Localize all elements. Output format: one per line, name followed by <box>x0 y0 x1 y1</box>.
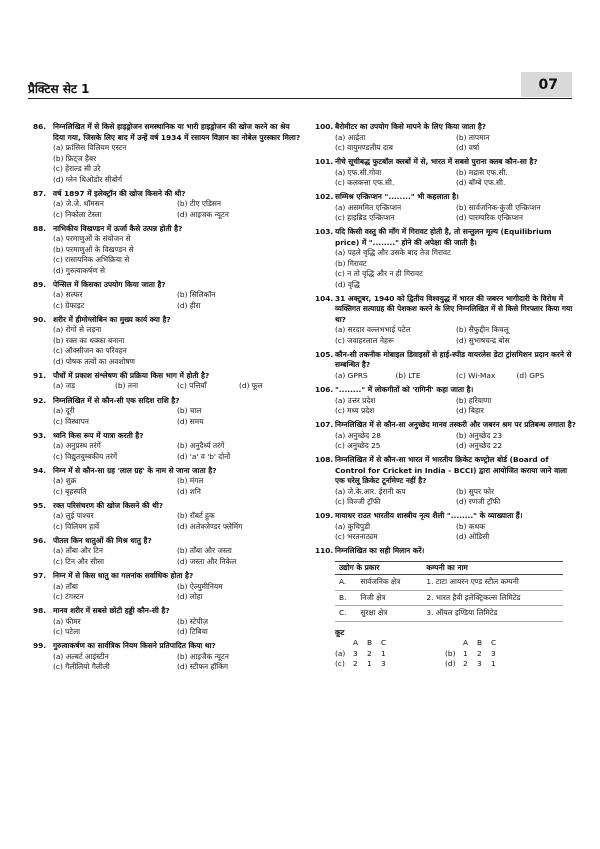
question-number: 98. <box>33 606 47 616</box>
options-list <box>315 133 577 154</box>
question-text: कौन-सी तकनीक मोबाइल डिवाइसों से हाई-स्पीड वायरलेस डेटा ट्रांसमिशन प्रदान करने से सम्बन्धित है? <box>335 349 572 370</box>
option-c: (c) टिन और सीसा <box>53 556 105 566</box>
option-d: (d) टिबिया <box>177 627 208 637</box>
question-text: गुरुत्वाकर्षण का सार्वत्रिक नियम किसने प्रतिपादित किया था? <box>53 641 216 651</box>
option-a: (a) सरदार वल्लभभाई पटेल <box>335 325 411 335</box>
match-company: 3. ऑयल इण्डिया लिमिटेड <box>422 606 563 622</box>
option-b: (b) अनुदैर्ध्य तरंगें <box>177 441 225 451</box>
question-number: 92. <box>33 395 47 405</box>
page-header <box>28 78 572 98</box>
question-92 <box>33 396 301 428</box>
option-b: (b) सिलिकॉन <box>177 290 216 300</box>
match-industry: निजी क्षेत्र <box>356 590 422 606</box>
question-text: सम्मिश्र एन्क्रिप्शन "........" भी कहलाता है। <box>335 192 459 202</box>
kut-option-label: (d) <box>445 659 456 669</box>
option-b: (b) सुपर फोर <box>456 486 495 496</box>
kut-option-value: 3 <box>353 648 358 658</box>
question-100 <box>315 122 577 154</box>
option-d: (d) बिहार <box>456 406 484 416</box>
question-text: पौधों में प्रकाश संश्लेषण की प्रक्रिया किस भाग में होती है? <box>53 370 210 380</box>
option-c: (c) विस्थापन <box>53 416 89 426</box>
kut-option-value: 3 <box>381 659 386 669</box>
option-d: (d) ओडिसी <box>456 532 490 542</box>
options-list <box>33 406 301 427</box>
option-c: (c) हाइब्रिड एन्क्रिप्शन <box>335 213 395 223</box>
option-b: (b) तापमान <box>456 132 490 142</box>
match-header-company: कम्पनी का नाम <box>422 561 563 575</box>
kut-option-value: 2 <box>477 648 482 658</box>
option-a: (a) जे.के.आर. ईरानी कप <box>335 486 406 496</box>
kut-header-row <box>445 638 555 649</box>
option-b: (b) मंगल <box>177 476 204 486</box>
question-text: यदि किसी वस्तु की माँग में गिरावट होती है, तो सन्तुलन मूल्य (Equilibrium price) में "........" होने की अपेक्षा की जाती है। <box>335 227 552 247</box>
option-d: (d) 'a' व 'b' दोनों <box>177 451 231 461</box>
option-d: (d) वर्षा <box>456 143 480 152</box>
options-list <box>33 582 301 603</box>
question-number: 94. <box>33 465 47 475</box>
option-c: (c) हेराल्ड सी उरे <box>53 164 101 173</box>
option-a: (a) GPRS <box>335 370 368 380</box>
question-number: 100. <box>315 122 334 131</box>
option-b: (b) फ्रिट्ज हैबर <box>53 153 97 163</box>
kut-head-b: B <box>367 638 373 648</box>
option-c: (c) विलियम हार्वे <box>53 521 100 531</box>
question-96 <box>33 536 301 568</box>
question-102 <box>315 192 577 224</box>
question-94 <box>33 466 301 498</box>
question-text: पीतल किन धातुओं की मिश्र धातु है? <box>53 535 152 545</box>
question-86 <box>33 122 301 185</box>
question-number: 88. <box>33 223 47 233</box>
option-d: (d) पोषक तत्वों का अवशोषण <box>53 356 136 366</box>
question-89 <box>33 280 301 312</box>
option-a: (a) लुई पाश्चर <box>53 511 94 521</box>
kut-option-label: (c) <box>335 659 345 669</box>
question-91 <box>33 371 301 392</box>
option-b: (b) ऐल्युमीनियम <box>177 581 223 591</box>
option-d: (d) पारम्परिक एन्क्रिप्शन <box>456 213 524 223</box>
question-number: 102. <box>315 192 334 202</box>
option-b: (b) रॉबर्ट हुक <box>177 511 215 521</box>
options-list <box>33 290 301 311</box>
option-a: (a) असममित एन्क्रिप्शन <box>335 202 402 212</box>
left-column <box>33 122 301 676</box>
option-c: (c) गैलीलियो गैलीली <box>53 662 110 672</box>
option-d: (d) रणजी ट्रॉफी <box>456 497 501 507</box>
option-d: (d) फूल <box>239 381 263 391</box>
option-b: (b) हरियाणा <box>456 395 492 405</box>
match-table <box>335 561 563 622</box>
option-a: (a) एफ.सी.गोवा <box>335 167 382 177</box>
option-a: (a) अनुप्रस्थ तरंगें <box>53 441 101 451</box>
option-b: (b) ताँबा और जस्ता <box>177 546 232 556</box>
practice-set-title: प्रैक्टिस सेट 1 <box>28 82 90 96</box>
options-list <box>33 617 301 638</box>
kut-option-value: 1 <box>491 659 496 669</box>
option-d: (d) सुभाषचन्द्र बोस <box>456 335 510 345</box>
question-number: 110. <box>315 546 334 556</box>
options-list <box>33 476 301 497</box>
question-text: रक्त परिसंचरण की खोज किसने की थी? <box>53 500 164 510</box>
question-number: 93. <box>33 430 47 440</box>
options-list <box>33 143 301 185</box>
options-list <box>33 234 301 276</box>
kut-option-row <box>445 649 555 660</box>
kut-option-label: (b) <box>445 648 456 658</box>
option-c: (c) ऑक्सीजन का परिवहन <box>53 346 127 356</box>
question-number: 106. <box>315 385 334 395</box>
match-row <box>335 606 563 622</box>
question-text: निम्नलिखित में से कौन-सा भारत में भारतीय क्रिकेट कण्ट्रोल बोर्ड (Board of Control for Cricket in India - BCCI) द्वारा आयोजित कराया जाने वाला एक घरेलू क्रिकेट टूर्नामेण्ट नहीं है? <box>335 455 568 486</box>
option-a: (a) रोगों से लड़ना <box>53 325 102 335</box>
option-d: (d) गुरुत्वाकर्षण से <box>53 265 106 275</box>
question-text: मानव शरीर में सबसे छोटी हड्डी कौन-सी है? <box>53 606 170 616</box>
options-list <box>33 652 301 673</box>
match-row <box>335 590 563 606</box>
question-95 <box>33 501 301 533</box>
option-b: (b) सैफुद्दीन किचलू <box>456 325 509 335</box>
option-b: (b) तना <box>115 381 139 391</box>
page-number: 07 <box>521 72 572 97</box>
option-d: (d) स्टीफन हॉकिंग <box>177 662 229 672</box>
option-a: (a) जड़ <box>53 381 76 391</box>
match-letter: C. <box>335 606 356 622</box>
option-b: (b) परमाणुओं के विखण्डन से <box>53 244 134 254</box>
option-d: (d) GPS <box>516 370 545 380</box>
option-c: (c) न तो वृद्धि और न ही गिरावट <box>335 269 423 279</box>
option-d: (d) अनुच्छेद 22 <box>456 441 503 451</box>
option-d: (d) हीरा <box>177 300 201 310</box>
question-text: मायाधर राउत भारतीय शास्त्रीय नृत्य शैली "........" के व्याख्याता हैं। <box>335 511 523 521</box>
question-text: नाभिकीय विखण्डन में ऊर्जा कैसे उत्पन्न होती है? <box>53 223 183 233</box>
option-b: (b) गिरावट <box>335 258 367 268</box>
question-text: निम्न में से किस धातु का गलनांक सर्वाधिक होता है? <box>53 571 194 581</box>
option-d: (d) शनि <box>177 486 201 496</box>
option-d: (d) बॉम्बे एफ.सी. <box>456 178 506 188</box>
question-93 <box>33 431 301 463</box>
options-list <box>315 522 577 543</box>
kut-option-row <box>335 659 445 670</box>
options-list <box>33 381 301 392</box>
question-88 <box>33 224 301 277</box>
option-c: (c) अनुच्छेद 25 <box>335 441 381 451</box>
kut-head-c: C <box>381 638 387 648</box>
option-a: (a) जे.जे. थॉमसन <box>53 199 104 209</box>
options-list <box>315 203 577 224</box>
match-row <box>335 575 563 591</box>
question-number: 86. <box>33 122 47 131</box>
question-text: निम्नलिखित का सही मिलान करें। <box>335 546 425 556</box>
match-letter: B. <box>335 590 356 606</box>
option-c: (c) कलकत्ता एफ.सी. <box>335 178 395 188</box>
option-c: (c) टंगस्टन <box>53 592 84 602</box>
option-c: (c) ग्रेफाइट <box>53 300 85 310</box>
question-110 <box>315 546 577 670</box>
option-a: (a) परमाणुओं के संयोजन से <box>53 234 131 244</box>
kut-option-value: 3 <box>477 659 482 669</box>
option-b: (b) टीए एडिसन <box>177 199 221 209</box>
question-text: निम्नलिखित में से कौन-सी एक सदिश राशि है? <box>53 395 180 405</box>
options-list <box>33 511 301 532</box>
question-108 <box>315 455 577 508</box>
kut-label: कूट <box>335 627 345 637</box>
options-list <box>315 168 577 189</box>
question-text: ध्वनि किस रूप में यात्रा करती है? <box>53 430 144 440</box>
option-b: (b) LTE <box>395 370 421 380</box>
option-b: (b) मद्रास एफ.सी. <box>456 167 508 177</box>
option-c: (c) विज्जी ट्रॉफी <box>335 497 381 507</box>
header-rule <box>28 98 572 99</box>
option-a: (a) पहले वृद्धि और उसके बाद तेज गिरावट <box>335 248 451 258</box>
option-c: (c) भरतनाट्यम <box>335 532 378 542</box>
kut-head-b: B <box>477 638 483 648</box>
question-87 <box>33 189 301 221</box>
option-d: (d) जस्ता और निकेल <box>177 556 237 566</box>
question-number: 107. <box>315 420 334 430</box>
kut-head-c: C <box>491 638 497 648</box>
option-d: (d) ग्लेन थिओडोर सीबोर्ग <box>53 174 122 184</box>
question-text: वर्ष 1897 में इलेक्ट्रॉन की खोज किसने की थी? <box>53 188 186 198</box>
match-industry: सार्वजनिक क्षेत्र <box>356 575 422 591</box>
option-a: (a) ताँबा <box>53 581 78 591</box>
kut-option-value: 2 <box>367 648 372 658</box>
options-list <box>315 431 577 452</box>
option-c: (c) रासायनिक अभिक्रिया से <box>53 255 130 265</box>
question-number: 104. <box>315 293 334 303</box>
option-c: (c) पत्तियाँ <box>177 381 207 391</box>
option-c: (c) मध्य प्रदेश <box>335 406 375 416</box>
question-text: 31 अक्टूबर, 1940 को द्वितीय विश्वयुद्ध में भारत की जबरन भागीदारी के विरोध में व्यक्तिगत सत्याग्रह की पेशकश करने के लिए निम्नलिखित में से किसे गिरफ्तार किया गया था? <box>335 293 573 324</box>
option-b: (b) आइजैक न्यूटन <box>177 651 229 661</box>
question-text: निम्न में से कौन-सा ग्रह 'लाल ग्रह' के नाम से जाना जाता है? <box>53 465 217 475</box>
question-number: 87. <box>33 188 47 198</box>
options-list <box>315 325 577 346</box>
question-text: पेन्सिल में किसका उपयोग किया जाता है? <box>53 279 166 289</box>
right-column <box>315 122 577 674</box>
option-d: (d) आइजक न्यूटन <box>177 209 229 219</box>
option-a: (a) ताँबा और टिन <box>53 546 103 556</box>
option-a: (a) कुचिपुडी <box>335 521 370 531</box>
option-a: (a) आर्द्रता <box>335 132 366 142</box>
options-list <box>315 371 577 382</box>
kut-option-value: 2 <box>463 659 468 669</box>
match-company: 1. टाटा आयरन एण्ड स्टील कम्पनी <box>422 575 563 591</box>
question-number: 99. <box>33 641 47 651</box>
kut-option-row <box>335 649 445 660</box>
kut-section <box>315 628 577 670</box>
kut-option-value: 1 <box>367 659 372 669</box>
question-number: 90. <box>33 314 47 324</box>
option-a: (a) फ्रांसिस विलियम एस्टन <box>53 143 127 152</box>
question-text: नीचे सूचीबद्ध फुटबॉल क्लबों में से, भारत में सबसे पुराना क्लब कौन-सा है? <box>335 157 538 167</box>
options-list <box>315 248 577 290</box>
option-a: (a) दूरी <box>53 406 75 416</box>
question-text: निम्नलिखित में से किसे हाइड्रोजन समस्थानिक या भारी हाइड्रोजन की खोज करने का श्रेय दिया गया, जिसके लिए बाद में उन्हें वर्ष 1934 में रसायन विज्ञान का नोबेल पुरस्कार मिला? <box>53 122 301 142</box>
question-text: शरीर में हीमोग्लोबिन का मुख्य कार्य क्या है? <box>53 314 171 324</box>
option-a: (a) फीमर <box>53 616 81 626</box>
option-a: (a) अनुच्छेद 28 <box>335 430 381 440</box>
question-106 <box>315 385 577 417</box>
kut-header-row <box>335 638 445 649</box>
option-c: (c) निकोला टेस्ला <box>53 209 102 219</box>
kut-head-a: A <box>353 638 359 648</box>
question-101 <box>315 157 577 189</box>
question-99 <box>33 641 301 673</box>
option-d: (d) लोहा <box>177 592 203 602</box>
option-c: (c) वायुमण्डलीय दाब <box>335 143 393 152</box>
question-number: 89. <box>33 279 47 289</box>
question-number: 109. <box>315 511 334 521</box>
kut-option-value: 1 <box>381 648 386 658</box>
option-a: (a) उत्तर प्रदेश <box>335 395 376 405</box>
question-97 <box>33 571 301 603</box>
option-c: (c) विद्युतचुम्बकीय तरंगें <box>53 451 118 461</box>
question-text: बैरोमीटर का उपयोग किसे मापने के लिए किया जाता है? <box>335 122 487 131</box>
options-list <box>315 487 577 508</box>
option-c: (c) Wi-Max <box>456 370 496 380</box>
question-105 <box>315 350 577 382</box>
option-d: (d) वृद्धि <box>335 279 360 289</box>
kut-option-value: 3 <box>491 648 496 658</box>
question-109 <box>315 511 577 543</box>
question-text: निम्नलिखित में से कौन-सा अनुच्छेद मानव तस्करी और जबरन श्रम पर प्रतिबन्ध लगाता है? <box>335 420 576 430</box>
options-list <box>33 441 301 462</box>
option-c: (c) पटेला <box>53 627 81 637</box>
match-industry: सुरक्षा क्षेत्र <box>356 606 422 622</box>
option-a: (a) शुक्र <box>53 476 77 486</box>
match-company: 2. भारत हैवी इलेक्ट्रिकल्स लिमिटेड <box>422 590 563 606</box>
option-b: (b) सार्वजनिक-कुंजी एन्क्रिप्शन <box>456 202 541 212</box>
question-number: 101. <box>315 157 334 167</box>
kut-option-row <box>445 659 555 670</box>
kut-option-label: (a) <box>335 648 346 658</box>
match-header-industry: उद्योग के प्रकार <box>335 561 422 575</box>
option-c: (c) बृहस्पति <box>53 486 87 496</box>
option-a: (a) सल्फर <box>53 290 83 300</box>
options-list <box>33 325 301 367</box>
question-number: 95. <box>33 500 47 510</box>
question-90 <box>33 315 301 368</box>
question-103 <box>315 227 577 290</box>
question-number: 105. <box>315 349 334 359</box>
kut-option-value: 1 <box>463 648 468 658</box>
question-number: 103. <box>315 227 334 237</box>
question-number: 97. <box>33 571 47 581</box>
option-b: (b) अनुच्छेद 23 <box>456 430 503 440</box>
option-b: (b) चाल <box>177 406 202 416</box>
question-text: "........" में लोकगीतों को 'रागिनी' कहा जाता है। <box>335 385 474 395</box>
option-d: (d) अलेक्जेण्डर फ्लेमिंग <box>177 521 243 531</box>
question-number: 91. <box>33 370 47 380</box>
option-c: (c) जवाहरलाल नेहरू <box>335 335 394 345</box>
options-list <box>33 199 301 220</box>
option-d: (d) समय <box>177 416 204 426</box>
option-b: (b) रक्त का थक्का बनाना <box>53 335 125 345</box>
question-number: 96. <box>33 535 47 545</box>
options-list <box>315 396 577 417</box>
kut-option-value: 2 <box>353 659 358 669</box>
options-list <box>33 546 301 567</box>
option-b: (b) स्टेपीज़ <box>177 616 209 626</box>
option-a: (a) अल्बर्ट आइंस्टीन <box>53 651 109 661</box>
question-98 <box>33 606 301 638</box>
question-107 <box>315 420 577 452</box>
question-number: 108. <box>315 455 334 465</box>
option-b: (b) कथक <box>456 521 485 531</box>
question-104 <box>315 294 577 347</box>
kut-head-a: A <box>463 638 469 648</box>
match-letter: A. <box>335 575 356 591</box>
